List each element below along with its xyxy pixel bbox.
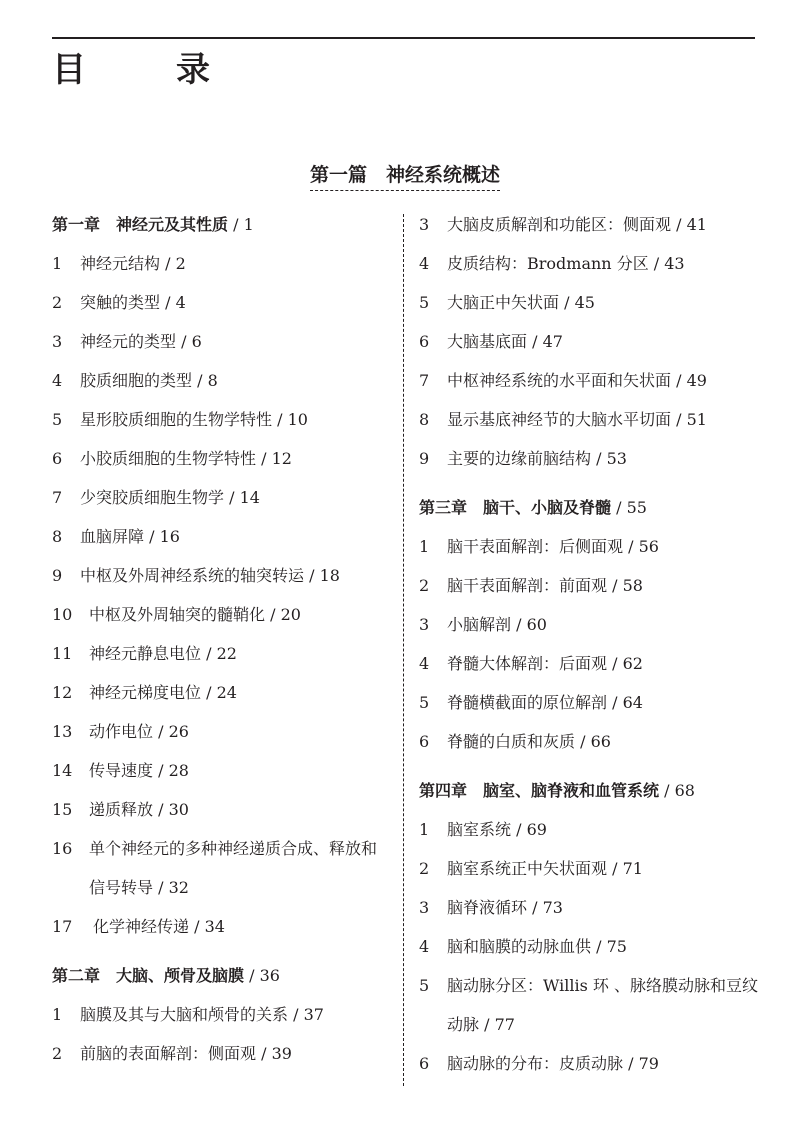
toc-entry[interactable] bbox=[52, 439, 392, 478]
entry-text: 少突胶质细胞生物学 / 14 bbox=[80, 488, 260, 507]
entry-text: 脊髓大体解剖：后面观 / 62 bbox=[447, 654, 643, 673]
toc-entry[interactable] bbox=[419, 566, 764, 605]
entry-text: 单个神经元的多种神经递质合成、释放和信号转导 / 32 bbox=[89, 839, 378, 897]
toc-entry[interactable] bbox=[52, 634, 392, 673]
entry-text: 化学神经传递 / 34 bbox=[93, 917, 225, 936]
entry-number: 3 bbox=[419, 898, 430, 917]
column-divider bbox=[403, 214, 404, 1086]
toc-entry[interactable] bbox=[52, 556, 392, 595]
toc-entry[interactable] bbox=[52, 478, 392, 517]
toc-entry[interactable] bbox=[52, 995, 392, 1034]
toc-entry[interactable] bbox=[419, 966, 764, 1044]
entry-number: 6 bbox=[419, 332, 430, 351]
chapter-page: / 1 bbox=[228, 215, 254, 234]
entry-number: 1 bbox=[419, 820, 430, 839]
toc-entry[interactable] bbox=[419, 205, 764, 244]
entry-number: 12 bbox=[52, 683, 73, 702]
chapter-label: 第四章 脑室、脑脊液和血管系统 bbox=[419, 781, 660, 800]
toc-entry[interactable] bbox=[52, 322, 392, 361]
entry-number: 4 bbox=[419, 654, 430, 673]
toc-entry[interactable] bbox=[52, 751, 392, 790]
toc-entry[interactable] bbox=[52, 829, 392, 907]
toc-entry[interactable] bbox=[419, 439, 764, 478]
entry-text: 脑干表面解剖：后侧面观 / 56 bbox=[447, 537, 659, 556]
toc-entry[interactable] bbox=[52, 283, 392, 322]
entry-text: 脊髓的白质和灰质 / 66 bbox=[447, 732, 611, 751]
entry-number: 7 bbox=[52, 488, 63, 507]
entry-text: 神经元静息电位 / 22 bbox=[89, 644, 237, 663]
toc-entry[interactable] bbox=[419, 361, 764, 400]
toc-entry[interactable] bbox=[419, 722, 764, 761]
entry-number: 6 bbox=[419, 732, 430, 751]
chapter-label: 第一章 神经元及其性质 bbox=[52, 215, 229, 234]
toc-entry[interactable] bbox=[419, 849, 764, 888]
entry-text: 脑干表面解剖：前面观 / 58 bbox=[447, 576, 643, 595]
toc-entry[interactable] bbox=[52, 1034, 392, 1073]
toc-entry[interactable] bbox=[419, 683, 764, 722]
toc-entry[interactable] bbox=[419, 605, 764, 644]
toc-chapter-heading[interactable] bbox=[52, 956, 392, 995]
entry-number: 2 bbox=[52, 293, 63, 312]
entry-text: 主要的边缘前脑结构 / 53 bbox=[447, 449, 627, 468]
entry-text: 脑脊液循环 / 73 bbox=[447, 898, 563, 917]
chapter-page: / 55 bbox=[611, 498, 647, 517]
entry-number: 3 bbox=[52, 332, 63, 351]
entry-number: 2 bbox=[419, 576, 430, 595]
entry-text: 神经元结构 / 2 bbox=[80, 254, 186, 273]
entry-text: 显示基底神经节的大脑水平切面 / 51 bbox=[447, 410, 707, 429]
entry-text: 传导速度 / 28 bbox=[89, 761, 189, 780]
entry-text: 胶质细胞的类型 / 8 bbox=[80, 371, 218, 390]
entry-number: 13 bbox=[52, 722, 73, 741]
toc-entry[interactable] bbox=[419, 810, 764, 849]
entry-text: 脑动脉的分布：皮质动脉 / 79 bbox=[447, 1054, 659, 1073]
entry-text: 递质释放 / 30 bbox=[89, 800, 189, 819]
entry-number: 7 bbox=[419, 371, 430, 390]
entry-text: 小脑解剖 / 60 bbox=[447, 615, 547, 634]
entry-number: 4 bbox=[419, 937, 430, 956]
toc-chapter-heading[interactable] bbox=[419, 488, 764, 527]
toc-entry[interactable] bbox=[52, 595, 392, 634]
entry-text: 脑动脉分区：Willis 环 、脉络膜动脉和豆纹动脉 / 77 bbox=[447, 976, 759, 1034]
entry-number: 2 bbox=[419, 859, 430, 878]
entry-number: 11 bbox=[52, 644, 73, 663]
entry-text: 神经元的类型 / 6 bbox=[80, 332, 202, 351]
entry-number: 4 bbox=[419, 254, 430, 273]
toc-chapter-heading[interactable] bbox=[52, 205, 392, 244]
entry-number: 9 bbox=[419, 449, 430, 468]
entry-text: 大脑基底面 / 47 bbox=[447, 332, 563, 351]
part-title bbox=[0, 158, 800, 191]
toc-right-column bbox=[419, 205, 764, 1083]
toc-entry[interactable] bbox=[419, 283, 764, 322]
entry-number: 1 bbox=[52, 254, 63, 273]
toc-entry[interactable] bbox=[52, 244, 392, 283]
entry-number: 5 bbox=[419, 976, 430, 995]
part-title-text: 第一篇 神经系统概述 bbox=[310, 162, 500, 191]
entry-text: 动作电位 / 26 bbox=[89, 722, 189, 741]
entry-text: 中枢及外周神经系统的轴突转运 / 18 bbox=[80, 566, 340, 585]
entry-text: 大脑正中矢状面 / 45 bbox=[447, 293, 595, 312]
entry-number: 6 bbox=[52, 449, 63, 468]
entry-number: 3 bbox=[419, 615, 430, 634]
toc-entry[interactable] bbox=[419, 1044, 764, 1083]
entry-text: 神经元梯度电位 / 24 bbox=[89, 683, 237, 702]
entry-text: 皮质结构：Brodmann 分区 / 43 bbox=[447, 254, 685, 273]
toc-left-column bbox=[52, 205, 392, 1073]
toc-entry[interactable] bbox=[419, 927, 764, 966]
entry-text: 中枢及外周轴突的髓鞘化 / 20 bbox=[89, 605, 301, 624]
entry-text: 血脑屏障 / 16 bbox=[80, 527, 180, 546]
entry-text: 大脑皮质解剖和功能区：侧面观 / 41 bbox=[447, 215, 707, 234]
entry-number: 17 bbox=[52, 917, 73, 936]
toc-entry[interactable] bbox=[52, 361, 392, 400]
toc-entry[interactable] bbox=[52, 400, 392, 439]
entry-number: 10 bbox=[52, 605, 73, 624]
entry-number: 5 bbox=[419, 693, 430, 712]
toc-entry[interactable] bbox=[419, 644, 764, 683]
entry-number: 3 bbox=[419, 215, 430, 234]
entry-number: 6 bbox=[419, 1054, 430, 1073]
entry-number: 5 bbox=[419, 293, 430, 312]
entry-number: 1 bbox=[419, 537, 430, 556]
entry-text: 突触的类型 / 4 bbox=[80, 293, 186, 312]
toc-entry[interactable] bbox=[52, 907, 392, 946]
entry-number: 2 bbox=[52, 1044, 63, 1063]
chapter-page: / 68 bbox=[659, 781, 695, 800]
entry-number: 15 bbox=[52, 800, 73, 819]
toc-entry[interactable] bbox=[52, 517, 392, 556]
entry-text: 中枢神经系统的水平面和矢状面 / 49 bbox=[447, 371, 707, 390]
entry-text: 脑和脑膜的动脉血供 / 75 bbox=[447, 937, 627, 956]
entry-number: 5 bbox=[52, 410, 63, 429]
toc-entry[interactable] bbox=[52, 712, 392, 751]
entry-text: 脑膜及其与大脑和颅骨的关系 / 37 bbox=[80, 1005, 324, 1024]
entry-text: 脑室系统正中矢状面观 / 71 bbox=[447, 859, 643, 878]
chapter-label: 第三章 脑干、小脑及脊髓 bbox=[419, 498, 612, 517]
toc-entry[interactable] bbox=[419, 888, 764, 927]
top-rule bbox=[52, 37, 755, 39]
toc-entry[interactable] bbox=[52, 673, 392, 712]
entry-number: 8 bbox=[52, 527, 63, 546]
entry-text: 脊髓横截面的原位解剖 / 64 bbox=[447, 693, 643, 712]
toc-entry[interactable] bbox=[419, 244, 764, 283]
toc-entry[interactable] bbox=[419, 322, 764, 361]
entry-number: 1 bbox=[52, 1005, 63, 1024]
entry-text: 小胶质细胞的生物学特性 / 12 bbox=[80, 449, 292, 468]
entry-text: 星形胶质细胞的生物学特性 / 10 bbox=[80, 410, 308, 429]
toc-entry[interactable] bbox=[419, 527, 764, 566]
entry-number: 16 bbox=[52, 839, 73, 858]
chapter-page: / 36 bbox=[244, 966, 280, 985]
entry-number: 4 bbox=[52, 371, 63, 390]
toc-entry[interactable] bbox=[419, 400, 764, 439]
entry-number: 8 bbox=[419, 410, 430, 429]
toc-chapter-heading[interactable] bbox=[419, 771, 764, 810]
entry-number: 14 bbox=[52, 761, 73, 780]
entry-text: 前脑的表面解剖：侧面观 / 39 bbox=[80, 1044, 292, 1063]
entry-number: 9 bbox=[52, 566, 63, 585]
entry-text: 脑室系统 / 69 bbox=[447, 820, 547, 839]
toc-entry[interactable] bbox=[52, 790, 392, 829]
chapter-label: 第二章 大脑、颅骨及脑膜 bbox=[52, 966, 245, 985]
page-title: 目 录 bbox=[52, 50, 238, 90]
